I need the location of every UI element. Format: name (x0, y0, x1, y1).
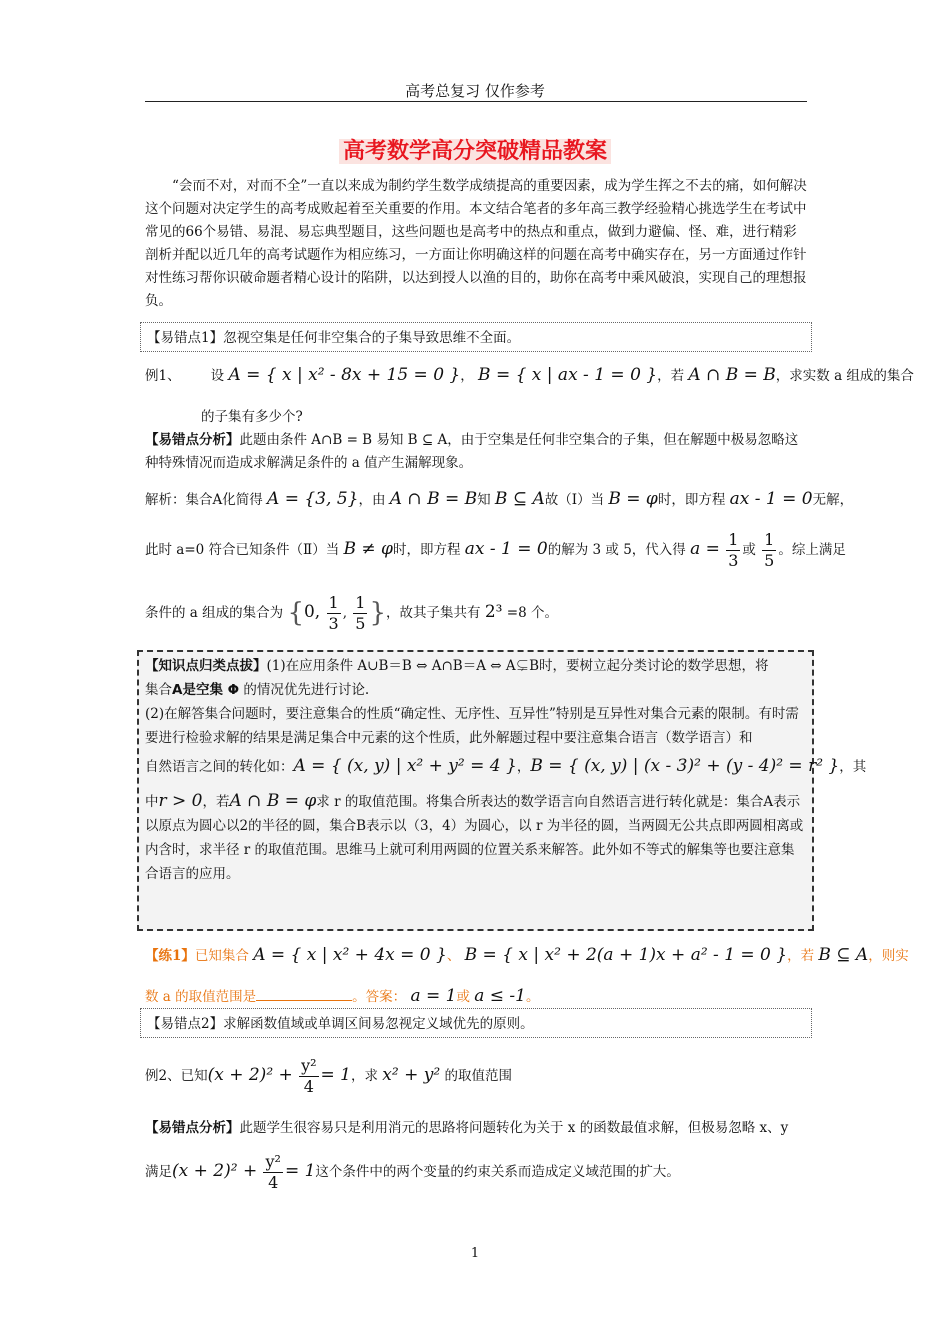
intro-paragraph: “会而不对，对而不全”一直以来成为制约学生数学成绩提高的重要因素，成为学生挥之不去的痛，如何解决这个问题对决定学生的高考成败起着至关重要的作用。本文结合笔者的多年高三教学经验精心挑选学生在考试中常见的66个易错、易混、易忘典型题目，这些问题也是高考中的热点和重点，做到力避偏、怪、难，进行精彩剖析并配以近几年的高考试题作为相应练习，一方面让你明确这样的问题在高考中确实存在，另一方面通过作针对性练习帮你识破命题者精心设计的陷阱，以达到授人以渔的目的，助你在高考中乘风破浪，实现自己的理想报负。 (145, 178, 807, 309)
analysis-1: 【易错点分析】此题由条件 A∩B = B 易知 B ⊆ A，由于空集是任何非空集合的子集，但在解题中极易忽略这种特殊情况而造成求解满足条件的 a 值产生漏解现象。 (145, 432, 799, 471)
page-header: 高考总复习 仅作参考 (405, 82, 545, 100)
fraction-one-third: $\frac{1}{3}$ (728, 530, 739, 570)
example-1: 例1、 设 A = { x | x² - 8x + 15 = 0 }， B = { x | ax - 1 = 0 }，若 A ∩ B = B，求实数 a 组成的集合 (145, 365, 914, 385)
document-title: 高考数学高分突破精品教案 (145, 134, 805, 165)
solution-1-line1: 解析：集合A化简得 A = {3, 5}，由 A ∩ B = B知 B ⊆ A故（Ⅰ）当 B = φ时，即方程 ax - 1 = 0无解， (145, 489, 854, 509)
example-1-line2: 的子集有多少个? (201, 409, 303, 425)
error-point-2-box: 【易错点2】求解函数值域或单调区间易忽视定义域优先的原则。 (140, 1008, 812, 1038)
fraction-one-fifth: $\frac{1}{5}$ (764, 530, 775, 570)
solution-1-line3: 条件的 a 组成的集合为 {0, $\frac{1}{3}$ , $\frac{1}{5}$ }，故其子集共有 2³ =8 个。 (145, 593, 558, 633)
set-b-formula: B = { x | ax - 1 = 0 } (478, 365, 658, 385)
practice-1-line2: 数 a 的取值范围是 。答案： a = 1或 a ≤ -1。 (145, 986, 540, 1006)
error-point-1-box: 【易错点1】忽视空集是任何非空集合的子集导致思维不全面。 (140, 322, 812, 352)
header-rule (145, 101, 807, 102)
answer-blank (256, 1000, 352, 1001)
page-number: 1 (470, 1246, 480, 1261)
analysis-2-line1: 【易错点分析】此题学生很容易只是利用消元的思路将问题转化为关于 x 的函数最值求解，但极易忽略 x、y (145, 1120, 789, 1136)
analysis-2-line2: 满足(x + 2)² + $\frac{\text{y²}}{4}$ = 1这个条件中的两个变量的约束关系而造成定义域范围的扩大。 (145, 1152, 680, 1192)
example-2: 例2、已知(x + 2)² + $\frac{\text{y²}}{4}$ = 1，求 x² + y² 的取值范围 (145, 1056, 512, 1096)
knowledge-box: 【知识点归类点拔】(1)在应用条件 A∪B＝B ⇔ A∩B＝A ⇔ A⊊B时，要树立起分类讨论的数学思想，将 集合A是空集 Φ 的情况优先进行讨论. (2)在解答集合问题时，要注意集合的性质“确定性、无序性、互异性”特别是互异性对集合元素的限制。有时需要进行检验求解的结果是满足集合中元素的这个性质，此外解题过程中要注意集合语言（数学语言）和 自然语言之间的转化如：A = { (x, y) | x² + y² = 4 }，B = { (x, y) | (x - 3)² + (y - 4)² = r² }，其 中r > 0，若A ∩ B = φ求 r 的取值范围。将集合所表达的数学语言向自然语言进行转化就是：集合A表示以原点为圆心以2的半径的圆，集合B表示以（3，4）为圆心，以 r 为半径的圆，当两圆无公共点即两圆相离或内含时，求半径 r 的取值范围。思维马上就可利用两圆的位置关系来解答。此外如不等式的解集等也要注意集合语言的应用。 (137, 650, 814, 931)
solution-1-line2: 此时 a=0 符合已知条件（Ⅱ）当 B ≠ φ时，即方程 ax - 1 = 0的解为 3 或 5，代入得 a = $\frac{1}{3}$ 或 $\frac{1}{5}$ 。综上满足 (145, 530, 846, 570)
set-a-formula: A = { x | x² - 8x + 15 = 0 } (228, 365, 461, 385)
practice-1-line1: 【练1】已知集合 A = { x | x² + 4x = 0 }、 B = { x | x² + 2(a + 1)x + a² - 1 = 0 }，若 B ⊆ A，则实 (145, 945, 909, 965)
